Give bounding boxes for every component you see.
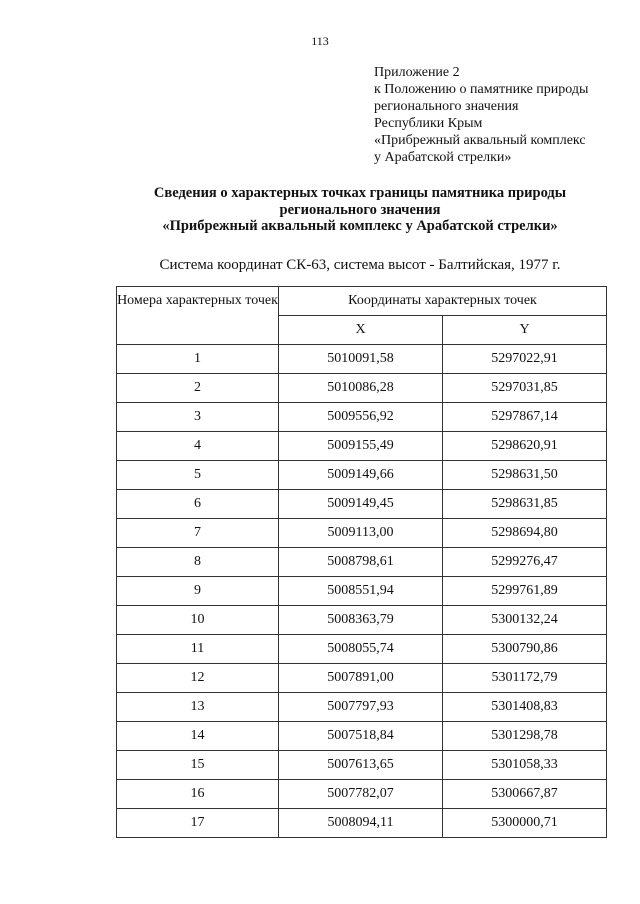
point-number-cell: 5 xyxy=(117,461,279,490)
x-coordinate-cell: 5010091,58 xyxy=(279,345,443,374)
appendix-line: Республики Крым xyxy=(374,116,483,131)
table-body xyxy=(117,345,607,838)
y-coordinate-cell: 5297022,91 xyxy=(443,345,607,374)
table-row xyxy=(117,751,607,780)
point-number-cell: 4 xyxy=(117,432,279,461)
y-coordinate-cell: 5297031,85 xyxy=(443,374,607,403)
point-number-cell: 14 xyxy=(117,722,279,751)
point-number-cell: 9 xyxy=(117,577,279,606)
heading-line: Сведения о характерных точках границы памятника природы xyxy=(153,185,567,201)
x-coordinate-cell: 5008055,74 xyxy=(279,635,443,664)
table-row xyxy=(117,490,607,519)
coordinates-table xyxy=(116,286,607,838)
table-row xyxy=(117,403,607,432)
y-coordinate-cell: 5297867,14 xyxy=(443,403,607,432)
x-coordinate-cell: 5009149,66 xyxy=(279,461,443,490)
point-number-cell: 12 xyxy=(117,664,279,693)
table-row xyxy=(117,780,607,809)
x-coordinate-cell: 5008798,61 xyxy=(279,548,443,577)
appendix-line: «Прибрежный аквальный комплекс xyxy=(374,133,586,148)
point-number-cell: 13 xyxy=(117,693,279,722)
point-number-cell: 2 xyxy=(117,374,279,403)
x-coordinate-cell: 5007613,65 xyxy=(279,751,443,780)
y-coordinate-cell: 5298631,85 xyxy=(443,490,607,519)
y-coordinate-cell: 5301408,83 xyxy=(443,693,607,722)
point-number-cell: 16 xyxy=(117,780,279,809)
y-coordinate-cell: 5301058,33 xyxy=(443,751,607,780)
y-coordinate-cell: 5298694,80 xyxy=(443,519,607,548)
x-coordinate-cell: 5010086,28 xyxy=(279,374,443,403)
x-coordinate-cell: 5009113,00 xyxy=(279,519,443,548)
appendix-note xyxy=(374,64,634,166)
x-coordinate-cell: 5007797,93 xyxy=(279,693,443,722)
y-coordinate-cell: 5300132,24 xyxy=(443,606,607,635)
table-row xyxy=(117,548,607,577)
table-row xyxy=(117,461,607,490)
table-row xyxy=(117,664,607,693)
coordinates-header: Координаты характерных точек xyxy=(279,287,607,316)
point-number-header: Номера характерных точек xyxy=(117,287,279,345)
appendix-line: к Положению о памятнике природы xyxy=(374,82,589,97)
table-row xyxy=(117,519,607,548)
table-row xyxy=(117,374,607,403)
point-number-cell: 7 xyxy=(117,519,279,548)
table-row xyxy=(117,432,607,461)
table-row xyxy=(117,809,607,838)
table-row xyxy=(117,577,607,606)
x-coordinate-cell: 5007782,07 xyxy=(279,780,443,809)
appendix-line: регионального значения xyxy=(374,99,519,114)
page-number: 113 xyxy=(311,34,329,48)
point-number-cell: 11 xyxy=(117,635,279,664)
table-row xyxy=(117,345,607,374)
y-coordinate-cell: 5300667,87 xyxy=(443,780,607,809)
table-row xyxy=(117,606,607,635)
y-coordinate-cell: 5298620,91 xyxy=(443,432,607,461)
x-coordinate-cell: 5007518,84 xyxy=(279,722,443,751)
y-coordinate-cell: 5299761,89 xyxy=(443,577,607,606)
y-coordinate-cell: 5300790,86 xyxy=(443,635,607,664)
point-number-cell: 15 xyxy=(117,751,279,780)
x-coordinate-cell: 5009155,49 xyxy=(279,432,443,461)
y-coordinate-cell: 5299276,47 xyxy=(443,548,607,577)
x-coordinate-cell: 5008363,79 xyxy=(279,606,443,635)
coordinate-system-note: Система координат СК-63, система высот - Балтийская, 1977 г. xyxy=(159,257,561,273)
y-coordinate-cell: 5301298,78 xyxy=(443,722,607,751)
document-heading xyxy=(60,185,640,235)
point-number-cell: 10 xyxy=(117,606,279,635)
point-number-cell: 1 xyxy=(117,345,279,374)
y-coordinate-cell: 5298631,50 xyxy=(443,461,607,490)
appendix-line: у Арабатской стрелки» xyxy=(374,150,512,165)
point-number-cell: 3 xyxy=(117,403,279,432)
x-coordinate-cell: 5009556,92 xyxy=(279,403,443,432)
heading-line: «Прибрежный аквальный комплекс у Арабатской стрелки» xyxy=(162,218,558,234)
point-number-cell: 6 xyxy=(117,490,279,519)
appendix-line: Приложение 2 xyxy=(374,65,460,80)
heading-line: регионального значения xyxy=(279,201,441,218)
table-row xyxy=(117,722,607,751)
x-coordinate-cell: 5007891,00 xyxy=(279,664,443,693)
y-coordinate-cell: 5300000,71 xyxy=(443,809,607,838)
y-coordinate-cell: 5301172,79 xyxy=(443,664,607,693)
point-number-cell: 8 xyxy=(117,548,279,577)
table-row xyxy=(117,635,607,664)
x-header: X xyxy=(279,316,443,345)
table-row xyxy=(117,693,607,722)
x-coordinate-cell: 5009149,45 xyxy=(279,490,443,519)
y-header: Y xyxy=(443,316,607,345)
x-coordinate-cell: 5008551,94 xyxy=(279,577,443,606)
point-number-cell: 17 xyxy=(117,809,279,838)
x-coordinate-cell: 5008094,11 xyxy=(279,809,443,838)
